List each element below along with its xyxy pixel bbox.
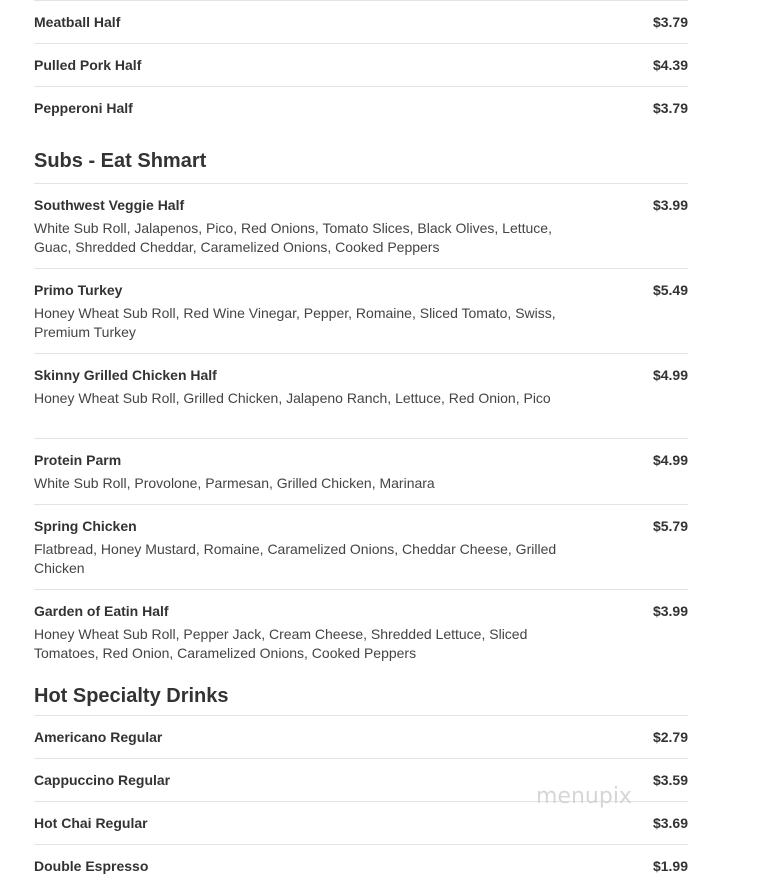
section-title: Subs - Eat Shmart [34,129,688,184]
item-price: $4.99 [652,452,688,468]
item-description: Honey Wheat Sub Roll, Grilled Chicken, Jalapeno Ranch, Lettuce, Red Onion, Pico [34,390,551,406]
menu-item [34,845,688,888]
item-name: Hot Chai Regular [34,815,148,831]
item-name: Primo Turkey [34,282,123,298]
menu-item [34,1,688,44]
item-price: $3.79 [652,100,688,116]
menu-item [34,44,688,87]
item-price: $3.99 [652,197,688,213]
item-name: Cappuccino Regular [34,772,171,788]
watermark-logo: menupix [536,784,632,809]
item-price: $3.69 [652,815,688,831]
item-description: White Sub Roll, Provolone, Parmesan, Grilled Chicken, Marinara [34,475,435,491]
item-name: Americano Regular [34,729,163,745]
item-price: $3.99 [652,603,688,619]
menu-item [34,269,688,354]
menu-page [34,0,688,888]
menu-item [34,439,688,505]
menu-item [34,716,688,759]
section-title: Hot Specialty Drinks [34,669,688,716]
item-name: Skinny Grilled Chicken Half [34,367,217,383]
item-name: Protein Parm [34,452,122,468]
menu-item [34,354,688,439]
menu-item [34,590,688,669]
menu-item [34,184,688,269]
item-price: $5.49 [652,282,688,298]
item-name: Spring Chicken [34,518,137,534]
item-name: Meatball Half [34,14,121,30]
item-name: Garden of Eatin Half [34,603,169,619]
item-price: $3.79 [652,14,688,30]
item-description: Flatbread, Honey Mustard, Romaine, Caramelized Onions, Cheddar Cheese, Grilled Chicken [34,541,557,576]
item-name: Pulled Pork Half [34,57,142,73]
menu-item [34,87,688,129]
item-description: Honey Wheat Sub Roll, Pepper Jack, Cream Cheese, Shredded Lettuce, Sliced Tomatoes, Red Onion, Caramelized Onions, Cooked Peppers [34,626,528,661]
item-price: $1.99 [652,858,688,874]
item-description: Honey Wheat Sub Roll, Red Wine Vinegar, Pepper, Romaine, Sliced Tomato, Swiss, Premium Turkey [34,305,556,340]
item-description: White Sub Roll, Jalapenos, Pico, Red Onions, Tomato Slices, Black Olives, Lettuce, Guac, Shredded Cheddar, Caramelized Onions, Cooked Peppers [34,220,552,255]
menu-item [34,505,688,590]
item-price: $5.79 [652,518,688,534]
item-name: Pepperoni Half [34,100,133,116]
item-price: $4.39 [652,57,688,73]
item-name: Double Espresso [34,858,149,874]
item-price: $2.79 [652,729,688,745]
item-price: $3.59 [652,772,688,788]
item-price: $4.99 [652,367,688,383]
item-name: Southwest Veggie Half [34,197,185,213]
